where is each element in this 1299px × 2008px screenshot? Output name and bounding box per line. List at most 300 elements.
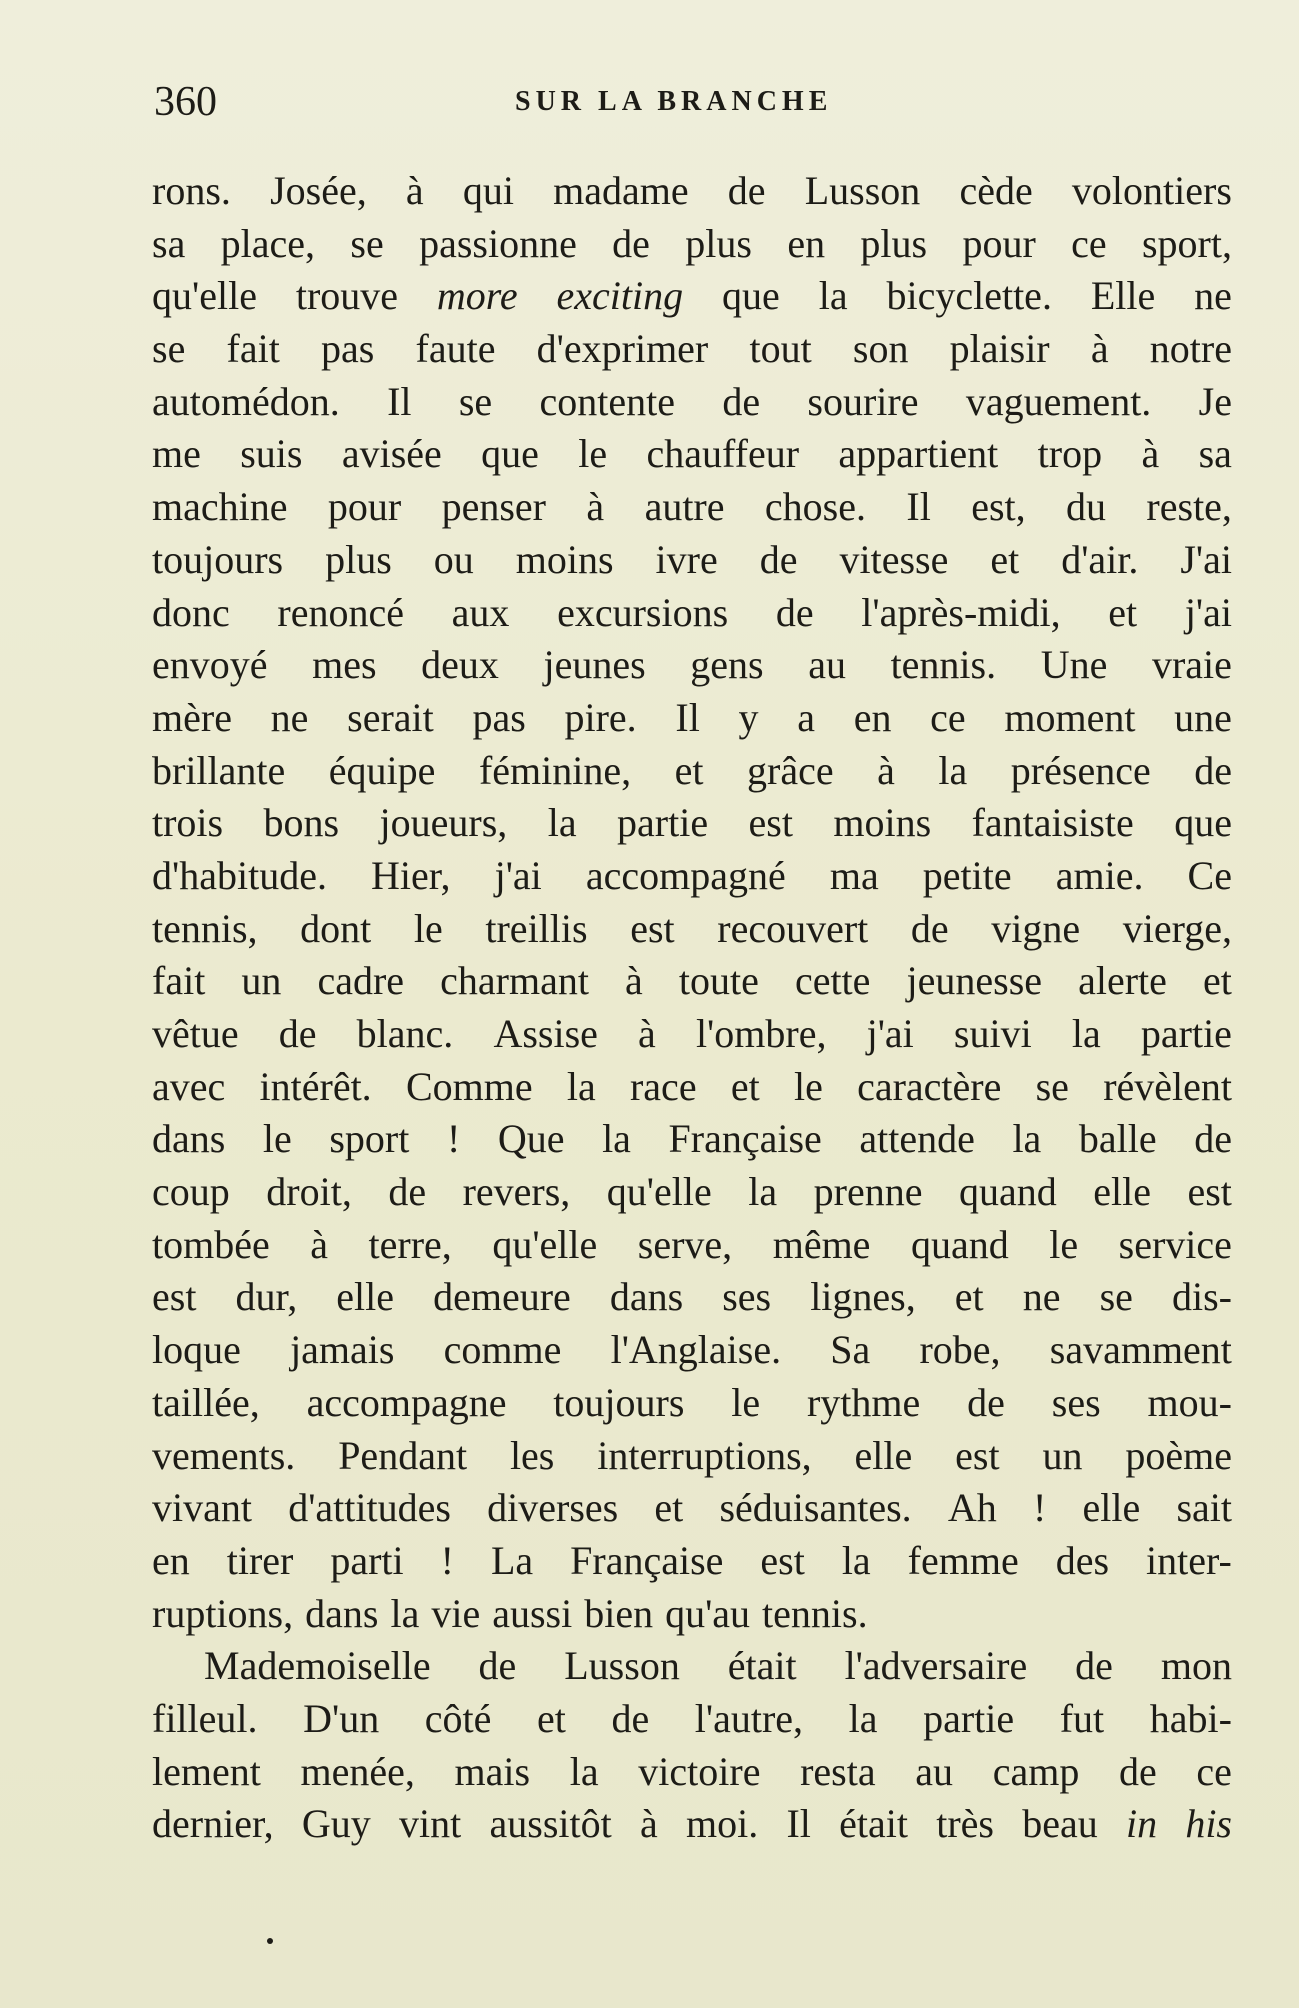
word: ivre — [655, 536, 718, 582]
word: moment — [1004, 694, 1136, 740]
word: Pendant — [338, 1432, 468, 1478]
word: vitesse — [839, 536, 949, 582]
word: sourire — [807, 378, 919, 424]
word: rythme — [806, 1379, 921, 1425]
word: une — [1174, 694, 1232, 740]
word: filleul. — [152, 1695, 258, 1741]
word: dans — [609, 1274, 684, 1320]
word: ses — [722, 1274, 772, 1320]
word: ! — [446, 1116, 461, 1162]
word: est — [1187, 1169, 1232, 1215]
word: coup — [152, 1169, 230, 1215]
text-line — [152, 323, 1232, 376]
word: Lusson — [564, 1643, 680, 1689]
text-line — [152, 850, 1232, 903]
word: elle — [1082, 1485, 1141, 1531]
word: dis- — [1171, 1274, 1232, 1320]
word: que — [481, 431, 539, 477]
word: l'après-midi, — [861, 589, 1061, 635]
word: faute — [415, 326, 496, 372]
word: y — [738, 694, 759, 740]
word: de — [967, 1379, 1005, 1425]
word: serait — [347, 694, 434, 740]
word: est, — [971, 484, 1026, 530]
word: à — [1141, 431, 1160, 477]
word: camp — [992, 1748, 1080, 1794]
word: toujours — [152, 536, 284, 582]
word: la — [818, 273, 848, 319]
word: alerte — [1078, 958, 1167, 1004]
word: au — [915, 1748, 954, 1794]
word: que — [722, 273, 780, 319]
word: même — [772, 1221, 871, 1267]
word: la — [602, 1116, 631, 1162]
word: j'ai — [494, 852, 542, 898]
word: Il — [786, 1801, 811, 1847]
text-line — [152, 745, 1232, 798]
word: que — [1174, 800, 1232, 846]
word: séduisantes. — [719, 1485, 912, 1531]
text-line — [152, 1008, 1232, 1061]
text-line — [152, 1746, 1232, 1799]
word: bons — [263, 800, 340, 846]
word: le — [1049, 1221, 1079, 1267]
word: vraie — [1151, 642, 1232, 688]
ink-speck — [267, 1938, 273, 1944]
word: et — [1108, 589, 1138, 635]
word: pire. — [564, 694, 637, 740]
word: Assise — [493, 1011, 598, 1056]
word: accompagné — [585, 852, 786, 898]
word: et — [1203, 958, 1232, 1004]
word: est — [748, 800, 793, 846]
text-line — [152, 692, 1232, 745]
word: des — [1055, 1537, 1110, 1583]
text-line — [152, 797, 1232, 850]
word: avisée — [341, 431, 442, 477]
word: à — [310, 1221, 329, 1267]
word: vie — [431, 1590, 481, 1636]
word: et — [654, 1485, 684, 1531]
word: de — [611, 1695, 650, 1741]
word: et — [674, 747, 704, 793]
word: de — [388, 1169, 427, 1215]
word: toujours — [553, 1379, 685, 1425]
word: les — [509, 1432, 555, 1478]
word: la — [938, 747, 968, 793]
word: la — [841, 1537, 871, 1583]
text-line — [152, 1219, 1232, 1272]
word: lement — [152, 1748, 261, 1794]
word: vierge, — [1122, 905, 1232, 951]
word: chauffeur — [646, 431, 800, 477]
word: me — [152, 431, 201, 477]
word: Sa — [830, 1327, 871, 1373]
word: se — [152, 326, 186, 372]
word: suivi — [953, 1011, 1032, 1056]
word: brillante — [152, 747, 286, 793]
word: son — [852, 326, 909, 372]
word: en — [152, 1537, 190, 1583]
word: jeunesse — [906, 958, 1043, 1004]
word: à — [877, 747, 895, 793]
word: contente — [539, 378, 675, 424]
word: de — [910, 905, 949, 951]
word: sport, — [1141, 220, 1232, 266]
word: vivant — [152, 1485, 252, 1531]
word: appartient — [838, 431, 999, 477]
word: avec — [152, 1063, 226, 1109]
word: qu'au — [665, 1590, 751, 1636]
word: reste, — [1146, 484, 1232, 530]
word: gens — [690, 642, 764, 688]
text-line — [152, 1640, 1232, 1693]
word: place, — [220, 220, 316, 266]
word: plaisir — [949, 326, 1050, 372]
word: balle — [1078, 1116, 1157, 1162]
word: est — [955, 1432, 1000, 1478]
italic-word: more — [436, 273, 518, 319]
word: le — [793, 1063, 823, 1109]
word: à — [639, 1801, 658, 1847]
word: tennis, — [152, 905, 258, 951]
text-line — [152, 1061, 1232, 1114]
word: grâce — [747, 747, 834, 793]
word: ne — [1194, 273, 1232, 319]
word: suis — [240, 431, 303, 477]
word: blanc. — [356, 1011, 454, 1056]
text-line — [152, 1377, 1232, 1430]
paragraph — [152, 165, 1232, 1640]
word: le — [731, 1379, 761, 1425]
word: attende — [859, 1116, 975, 1162]
word: serve, — [637, 1221, 733, 1267]
word: la — [569, 1748, 599, 1794]
word: sport — [329, 1116, 410, 1162]
word: Elle — [1090, 273, 1156, 319]
word: vements. — [152, 1432, 296, 1478]
word: Il — [387, 378, 412, 424]
running-head: SUR LA BRANCHE — [515, 86, 833, 117]
text-line — [152, 428, 1232, 481]
word: beau — [1022, 1801, 1098, 1847]
word: Il — [906, 484, 931, 530]
word: trop — [1037, 431, 1103, 477]
text-line — [152, 165, 1232, 218]
text-line — [152, 376, 1232, 429]
word: plus — [325, 536, 392, 582]
word: était — [839, 1801, 908, 1847]
word: trois — [152, 800, 224, 846]
word: jamais — [290, 1327, 395, 1373]
word: ! — [1032, 1485, 1047, 1531]
word: quand — [958, 1169, 1057, 1215]
word: tirer — [226, 1537, 294, 1583]
word: plus — [860, 220, 928, 266]
word: l'adversaire — [844, 1643, 1028, 1689]
word: machine — [152, 484, 288, 530]
word: bicyclette. — [886, 273, 1052, 319]
word: qui — [462, 168, 514, 213]
word: et — [954, 1274, 984, 1320]
word: de — [722, 378, 761, 424]
word: charmant — [440, 958, 589, 1004]
word: autre — [644, 484, 725, 530]
word: de — [759, 536, 798, 582]
word: treillis — [485, 905, 588, 951]
word: recouvert — [717, 905, 869, 951]
word: elle — [854, 1432, 913, 1478]
word: loque — [152, 1327, 241, 1373]
word: accompagne — [306, 1379, 507, 1425]
word: vigne — [991, 905, 1081, 951]
word: taillée, — [152, 1379, 260, 1425]
word: femme — [907, 1537, 1019, 1583]
word: d'attitudes — [288, 1485, 451, 1531]
word: ma — [829, 852, 879, 898]
word: notre — [1149, 326, 1232, 372]
word: Comme — [405, 1063, 533, 1109]
word: le — [413, 905, 443, 951]
word: cette — [794, 958, 871, 1004]
text-line — [152, 218, 1232, 271]
word: Ah — [947, 1485, 997, 1531]
word: ce — [930, 694, 966, 740]
word: de — [727, 168, 766, 213]
word: partie — [923, 1695, 1015, 1741]
word: La — [490, 1537, 534, 1583]
text-line — [152, 903, 1232, 956]
text-line — [152, 955, 1232, 1008]
word: la — [748, 1169, 778, 1215]
word: se — [458, 378, 493, 424]
word: un — [1042, 1432, 1083, 1478]
word: Mademoiselle — [204, 1643, 431, 1689]
word: fait — [226, 326, 280, 372]
word: moins — [515, 536, 614, 582]
word: Josée, — [270, 168, 367, 213]
word: amie. — [1055, 852, 1144, 898]
word: ne — [1022, 1274, 1061, 1320]
word: l'autre, — [694, 1695, 804, 1741]
word: pour — [327, 484, 402, 530]
word: ou — [433, 536, 474, 582]
word: mou- — [1147, 1379, 1232, 1425]
word: ce — [1071, 220, 1107, 266]
word: du — [1066, 484, 1107, 530]
word: toute — [678, 958, 759, 1004]
word: la — [848, 1695, 878, 1741]
word: qu'elle — [606, 1169, 712, 1215]
word: se — [350, 220, 384, 266]
word: habi- — [1149, 1695, 1232, 1741]
word: ce — [1196, 1748, 1232, 1794]
word: Française — [668, 1116, 822, 1162]
text-line — [152, 1324, 1232, 1377]
word: mère — [152, 694, 232, 740]
word: à — [586, 484, 605, 530]
word: aux — [451, 589, 510, 635]
word: trouve — [295, 273, 399, 319]
word: interruptions, — [597, 1432, 812, 1478]
text-line — [152, 1430, 1232, 1483]
word: j'ai — [866, 1011, 914, 1056]
word: se — [1035, 1063, 1069, 1109]
word: se — [1099, 1274, 1133, 1320]
word: sa — [152, 220, 186, 266]
word: Ce — [1187, 852, 1232, 898]
word: fantaisiste — [971, 800, 1134, 846]
word: joueurs, — [379, 800, 508, 846]
word: chose. — [764, 484, 866, 530]
word: Il — [675, 694, 700, 740]
word: à — [625, 958, 643, 1004]
word: en — [787, 220, 826, 266]
word: la — [1071, 1011, 1101, 1056]
paragraph — [152, 1640, 1232, 1851]
word: moins — [833, 800, 932, 846]
word: madame — [553, 168, 689, 213]
word: côté — [424, 1695, 492, 1741]
word: elle — [336, 1274, 395, 1320]
word: cède — [959, 168, 1033, 213]
word: mon — [1160, 1643, 1232, 1689]
word: à — [1090, 326, 1109, 372]
text-line — [152, 534, 1232, 587]
word: penser — [441, 484, 547, 530]
word: fut — [1059, 1695, 1105, 1741]
word: quand — [910, 1221, 1009, 1267]
word: revers, — [462, 1169, 571, 1215]
word: le — [262, 1116, 292, 1162]
word: passionne — [419, 220, 577, 266]
word: et — [990, 536, 1020, 582]
italic-word: in — [1125, 1801, 1158, 1847]
word: J'ai — [1180, 536, 1232, 582]
word: tombée — [152, 1221, 270, 1267]
word: pour — [962, 220, 1036, 266]
word: d'habitude. — [152, 852, 327, 898]
word: bien — [584, 1590, 654, 1636]
word: au — [808, 642, 846, 688]
word: Française — [570, 1537, 724, 1583]
word: est — [760, 1537, 805, 1583]
word: Je — [1198, 378, 1232, 424]
word: D'un — [303, 1695, 380, 1741]
word: tennis. — [762, 1590, 868, 1636]
word: Guy — [301, 1801, 371, 1847]
word: dans — [305, 1590, 379, 1636]
word: donc — [152, 589, 230, 635]
word: vaguement. — [965, 378, 1152, 424]
word: féminine, — [478, 747, 632, 793]
word: mes — [312, 642, 377, 688]
word: d'air. — [1061, 536, 1139, 582]
word: de — [775, 589, 814, 635]
word: plus — [685, 220, 752, 266]
word: Une — [1040, 642, 1108, 688]
word: prenne — [813, 1169, 923, 1215]
word: mais — [454, 1748, 531, 1794]
word: Hier, — [371, 852, 451, 898]
word: robe, — [919, 1327, 1001, 1373]
word: diverses — [487, 1485, 619, 1531]
word: et — [730, 1063, 760, 1109]
word: tout — [749, 326, 812, 372]
word: terre, — [368, 1221, 452, 1267]
word: de — [1194, 1116, 1232, 1162]
word: et — [536, 1695, 566, 1741]
word: l'ombre, — [695, 1011, 827, 1056]
word: l'Anglaise. — [610, 1327, 782, 1373]
word: petite — [922, 852, 1012, 898]
word: deux — [421, 642, 499, 688]
word: en — [853, 694, 892, 740]
text-line — [152, 1798, 1232, 1851]
word: savamment — [1049, 1327, 1232, 1373]
word: de — [612, 220, 650, 266]
text-line — [152, 587, 1232, 640]
text-line — [152, 481, 1232, 534]
word: ! — [440, 1537, 454, 1583]
word: dernier, — [152, 1801, 274, 1847]
word: révèlent — [1103, 1063, 1232, 1109]
word: Que — [497, 1116, 565, 1162]
page-number: 360 — [154, 79, 217, 125]
word: à — [405, 168, 424, 213]
word: demeure — [433, 1274, 571, 1320]
word: à — [638, 1011, 656, 1056]
word: d'exprimer — [536, 326, 709, 372]
body-text — [152, 165, 1232, 1851]
word: la — [1012, 1116, 1042, 1162]
word: renoncé — [277, 589, 405, 635]
word: comme — [443, 1327, 562, 1373]
word: pas — [472, 694, 526, 740]
text-line — [152, 1166, 1232, 1219]
word: caractère — [857, 1063, 1002, 1109]
word: Lusson — [804, 168, 921, 213]
text-line — [152, 1693, 1232, 1746]
word: parti — [330, 1537, 404, 1583]
word: aussitôt — [489, 1801, 612, 1847]
word: j'ai — [1184, 589, 1232, 635]
text-line — [152, 1482, 1232, 1535]
word: race — [629, 1063, 697, 1109]
word: partie — [617, 800, 709, 846]
word: qu'elle — [152, 273, 257, 319]
word: était — [727, 1643, 797, 1689]
word: rons. — [152, 168, 231, 213]
word: ses — [1051, 1379, 1101, 1425]
word: tennis. — [890, 642, 997, 688]
word: dur, — [235, 1274, 298, 1320]
word: la — [390, 1590, 420, 1636]
word: un — [241, 958, 282, 1004]
word: victoire — [638, 1748, 761, 1794]
word: jeunes — [543, 642, 646, 688]
word: excursions — [557, 589, 729, 635]
text-line — [152, 270, 1232, 323]
word: cadre — [317, 958, 405, 1004]
word: moi. — [685, 1801, 759, 1847]
word: est — [630, 905, 675, 951]
word: partie — [1140, 1011, 1232, 1056]
word: ruptions, — [152, 1590, 294, 1636]
word: droit, — [266, 1169, 352, 1215]
word: le — [578, 431, 608, 477]
word: automédon. — [152, 378, 340, 424]
